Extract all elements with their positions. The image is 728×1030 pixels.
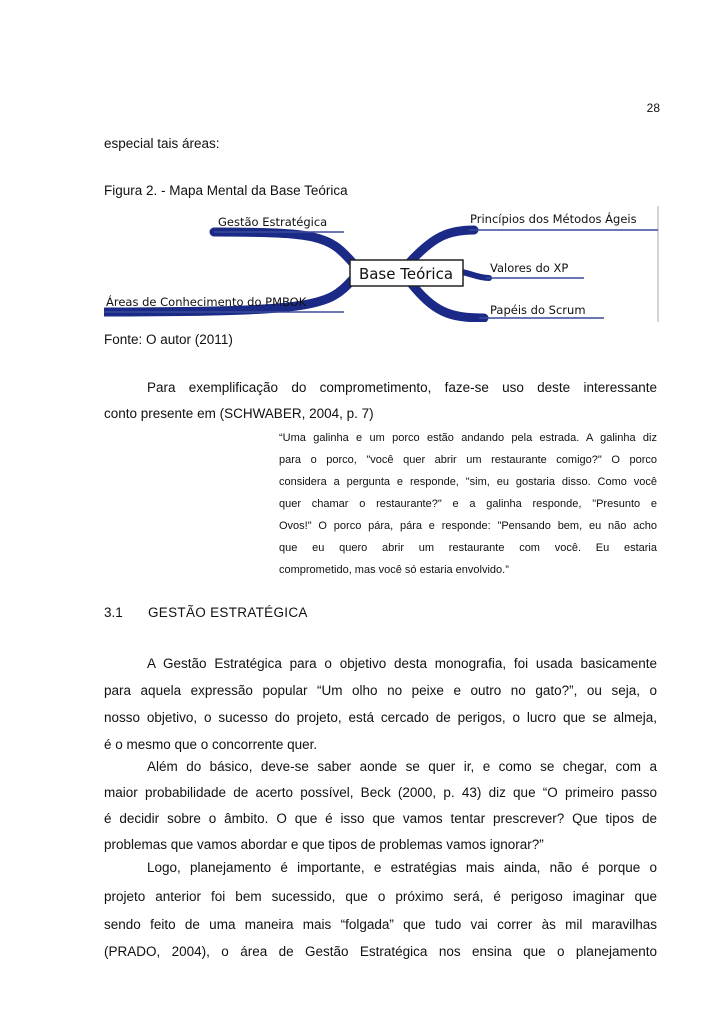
intro-line: especial tais áreas: <box>104 136 220 151</box>
label-areas-pmbok: Áreas de Conhecimento do PMBOK <box>106 295 307 309</box>
body-line: projeto anterior foi bem sucessido, que o próximo será, é perigoso imaginar que <box>104 889 657 904</box>
section-number: 3.1 <box>104 605 123 620</box>
body-line: maior probabilidade de acerto possível, Beck (2000, p. 43) diz que “O primeiro passo <box>104 785 657 800</box>
body-line: A Gestão Estratégica para o objetivo desta monografia, foi usada basicamente <box>147 656 657 671</box>
body-line: Além do básico, deve-se saber aonde se quer ir, e como se chegar, com a <box>147 759 657 774</box>
page-number: 28 <box>646 101 660 115</box>
paragraph-line: conto presente em (SCHWABER, 2004, p. 7) <box>104 406 374 421</box>
body-line: sendo feito de uma maneira mais “folgada” que tudo vai correr às mil maravilhas <box>104 917 657 932</box>
quote-line: quer chamar o restaurante?" e a galinha responde, "Presunto e <box>279 498 657 510</box>
figure-caption: Figura 2. - Mapa Mental da Base Teórica <box>104 183 348 198</box>
quote-line: considera a pergunta e responde, "sim, eu gostaria disso. Como você <box>279 476 657 488</box>
label-valores-xp: Valores do XP <box>490 261 569 275</box>
body-line: nosso objetivo, o sucesso do projeto, está cercado de perigos, o lucro que se almeja, <box>104 710 657 725</box>
body-line: (PRADO, 2004), o área de Gestão Estratégica nos ensina que o planejamento <box>104 944 657 959</box>
quote-line: comprometido, mas você só estaria envolvido.” <box>279 564 509 576</box>
mind-map-figure <box>104 206 659 322</box>
body-line: é o mesmo que o concorrente quer. <box>104 737 318 752</box>
branch-right-bottom <box>410 282 484 318</box>
quote-line: que eu quero abrir um restaurante com você. Eu estaria <box>279 542 657 554</box>
figure-source: Fonte: O autor (2011) <box>104 332 233 347</box>
quote-line: para o porco, "você quer abrir um restaurante comigo?" O porco <box>279 454 657 466</box>
body-line: problemas que vamos abordar e que tipos de problemas vamos ignorar?” <box>104 837 544 852</box>
label-papeis-scrum: Papéis do Scrum <box>490 303 586 317</box>
label-principios-ageis: Princípios dos Métodos Ágeis <box>470 212 637 226</box>
label-gestao-estrategica: Gestão Estratégica <box>218 215 328 229</box>
section-title: GESTÃO ESTRATÉGICA <box>148 605 308 620</box>
branch-right-middle <box>462 272 489 278</box>
body-line: é decidir sobre o âmbito. O que é isso que vamos tentar prescrever? Que tipos de <box>104 811 657 826</box>
body-line: para aquela expressão popular “Um olho no peixe e outro no gato?”, ou seja, o <box>104 683 657 698</box>
quote-line: Ovos!" O porco pára, pára e responde: "Pensando bem, eu não acho <box>279 520 657 532</box>
branch-left-top <box>214 232 352 262</box>
quote-line: “Uma galinha e um porco estão andando pela estrada. A galinha diz <box>279 432 657 444</box>
paragraph-line: Para exemplificação do comprometimento, faze-se uso deste interessante <box>147 380 657 395</box>
center-label: Base Teórica <box>358 265 454 283</box>
branch-right-top <box>410 230 474 262</box>
body-line: Logo, planejamento é importante, e estratégias mais ainda, não é porque o <box>147 860 657 875</box>
